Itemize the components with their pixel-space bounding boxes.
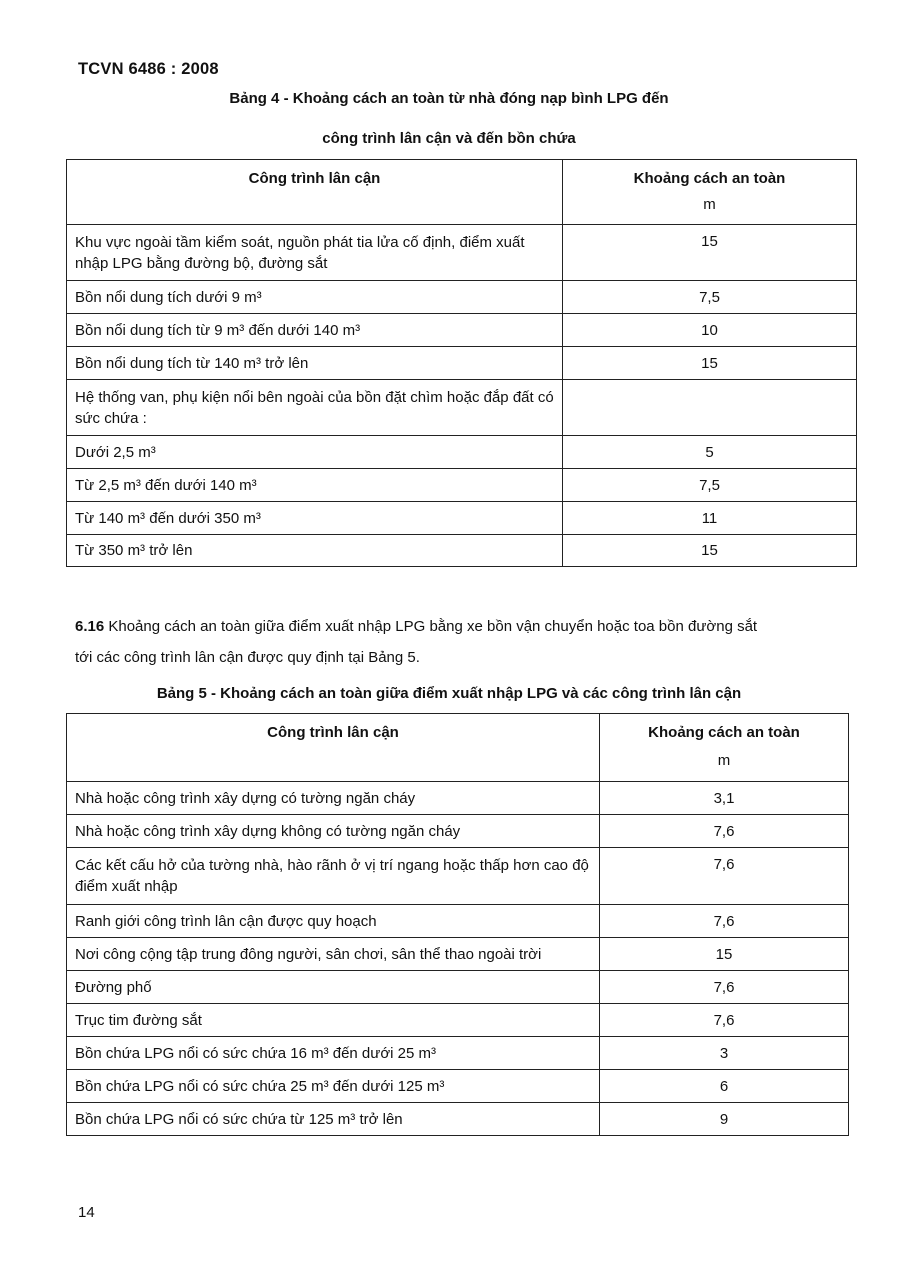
table-row xyxy=(67,314,857,347)
table5-row-value: 7,6 xyxy=(600,1004,849,1037)
table4-row-value: 5 xyxy=(563,436,857,469)
table5-row-desc: Nhà hoặc công trình xây dựng có tường ngăn cháy xyxy=(67,782,600,815)
table-row xyxy=(67,347,857,380)
table4-row-value: 7,5 xyxy=(563,469,857,502)
table4-row-value: 15 xyxy=(563,347,857,380)
table-row xyxy=(67,281,857,314)
table5-row-value: 3 xyxy=(600,1037,849,1070)
table4-row-value: 10 xyxy=(563,314,857,347)
table5-row-desc: Bồn chứa LPG nổi có sức chứa từ 125 m³ trở lên xyxy=(67,1103,600,1136)
table4-row-desc: Bồn nổi dung tích từ 9 m³ đến dưới 140 m³ xyxy=(67,314,563,347)
table-row xyxy=(67,782,849,815)
table4-row-value: 11 xyxy=(563,502,857,535)
table-row xyxy=(67,502,857,535)
table5-row-desc: Nơi công cộng tập trung đông người, sân chơi, sân thể thao ngoài trời xyxy=(67,938,600,971)
table5-row-value: 6 xyxy=(600,1070,849,1103)
table-row xyxy=(67,1070,849,1103)
table4-row-value: 15 xyxy=(563,225,857,281)
table4-title-line1: Bảng 4 - Khoảng cách an toàn từ nhà đóng nạp bình LPG đến xyxy=(229,90,669,107)
table4-row-desc: Hệ thống van, phụ kiện nổi bên ngoài của bồn đặt chìm hoặc đắp đất có sức chứa : xyxy=(67,380,563,436)
table4-row-value: 15 xyxy=(563,535,857,567)
table5-row-desc: Bồn chứa LPG nổi có sức chứa 25 m³ đến dưới 125 m³ xyxy=(67,1070,600,1103)
table5 xyxy=(66,713,849,1136)
table5-row-value: 9 xyxy=(600,1103,849,1136)
table-row xyxy=(67,971,849,1004)
table4-title-line2: công trình lân cận và đến bồn chứa xyxy=(322,130,576,147)
table-row xyxy=(67,380,857,436)
page-number: 14 xyxy=(78,1204,95,1221)
table4-row-desc: Bồn nổi dung tích từ 140 m³ trở lên xyxy=(67,347,563,380)
table-row xyxy=(67,905,849,938)
section-text-line1: Khoảng cách an toàn giữa điểm xuất nhập LPG bằng xe bồn vận chuyển hoặc toa bồn đường sắt xyxy=(104,618,758,635)
table5-row-desc: Bồn chứa LPG nổi có sức chứa 16 m³ đến dưới 25 m³ xyxy=(67,1037,600,1070)
table4-header-distance: Khoảng cách an toàn xyxy=(563,160,857,194)
table-row xyxy=(67,1037,849,1070)
table5-title: Bảng 5 - Khoảng cách an toàn giữa điểm xuất nhập LPG và các công trình lân cận xyxy=(156,685,742,702)
table4-row-desc: Từ 140 m³ đến dưới 350 m³ xyxy=(67,502,563,535)
standard-code: TCVN 6486 : 2008 xyxy=(78,60,219,78)
table4-row-desc: Khu vực ngoài tầm kiểm soát, nguồn phát tia lửa cố định, điểm xuất nhập LPG bằng đường bộ, đường sắt xyxy=(67,225,563,281)
table-row xyxy=(67,938,849,971)
table5-row-value: 7,6 xyxy=(600,971,849,1004)
table-row xyxy=(67,1103,849,1136)
table-row xyxy=(67,848,849,905)
table-row xyxy=(67,535,857,567)
table5-header-distance: Khoảng cách an toàn xyxy=(600,714,849,750)
table5-unit: m xyxy=(600,750,849,782)
section-number: 6.16 xyxy=(75,618,105,635)
table-row xyxy=(67,436,857,469)
table5-header-structures: Công trình lân cận xyxy=(67,714,600,782)
table5-row-desc: Ranh giới công trình lân cận được quy hoạch xyxy=(67,905,600,938)
table5-row-value: 7,6 xyxy=(600,905,849,938)
table4-unit: m xyxy=(563,194,857,225)
table5-row-value: 15 xyxy=(600,938,849,971)
table5-row-value: 3,1 xyxy=(600,782,849,815)
table4-row-desc: Bồn nổi dung tích dưới 9 m³ xyxy=(67,281,563,314)
table5-row-value: 7,6 xyxy=(600,848,849,905)
table5-row-desc: Nhà hoặc công trình xây dựng không có tường ngăn cháy xyxy=(67,815,600,848)
section-text-line2: tới các công trình lân cận được quy định tại Bảng 5. xyxy=(75,649,420,666)
table4-row-value: 7,5 xyxy=(563,281,857,314)
table-row xyxy=(67,469,857,502)
table5-row-desc: Trục tim đường sắt xyxy=(67,1004,600,1037)
table4-row-desc: Từ 2,5 m³ đến dưới 140 m³ xyxy=(67,469,563,502)
table5-row-value: 7,6 xyxy=(600,815,849,848)
table4-row-value xyxy=(563,380,857,436)
table-row xyxy=(67,815,849,848)
table5-row-desc: Các kết cấu hở của tường nhà, hào rãnh ở vị trí ngang hoặc thấp hơn cao độ điểm xuất nhập xyxy=(67,848,600,905)
table4 xyxy=(66,159,857,567)
table4-row-desc: Dưới 2,5 m³ xyxy=(67,436,563,469)
table4-header-structures: Công trình lân cận xyxy=(67,160,563,225)
section-6-16 xyxy=(75,611,855,673)
table-row xyxy=(67,225,857,281)
table5-row-desc: Đường phố xyxy=(67,971,600,1004)
table-row xyxy=(67,1004,849,1037)
table4-row-desc: Từ 350 m³ trở lên xyxy=(67,535,563,567)
